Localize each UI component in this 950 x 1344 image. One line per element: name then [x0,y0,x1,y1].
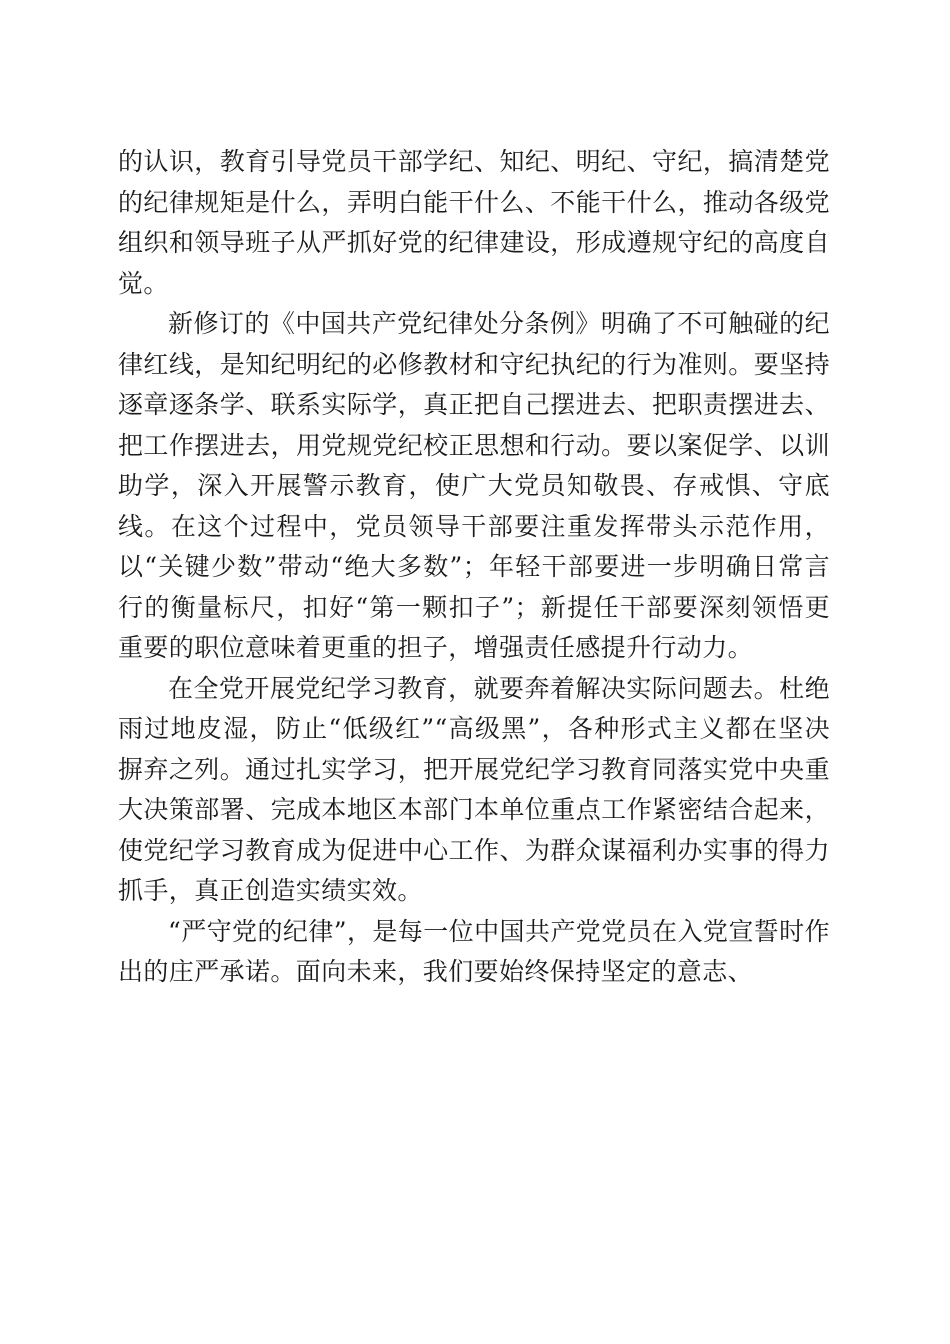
document-body [118,142,830,993]
paragraph-2: 新修订的《中国共产党纪律处分条例》明确了不可触碰的纪律红线，是知纪明纪的必修教材和守纪执纪的行为准则。要坚持逐章逐条学、联系实际学，真正把自己摆进去、把职责摆进去、把工作摆进去，用党规党纪校正思想和行动。要以案促学、以训助学，深入开展警示教育，使广大党员知敬畏、存戒惧、守底线。在这个过程中，党员领导干部要注重发挥带头示范作用，以“关键少数”带动“绝大多数”；年轻干部要进一步明确日常言行的衡量标尺，扣好“第一颗扣子”；新提任干部要深刻领悟更重要的职位意味着更重的担子，增强责任感提升行动力。 [118,309,830,662]
paragraph-1: 的认识，教育引导党员干部学纪、知纪、明纪、守纪，搞清楚党的纪律规矩是什么，弄明白能干什么、不能干什么，推动各级党组织和领导班子从严抓好党的纪律建设，形成遵规守纪的高度自觉。 [118,147,830,298]
paragraph-4: “严守党的纪律”，是每一位中国共产党党员在入党宣誓时作出的庄严承诺。面向未来，我们要始终保持坚定的意志、 [118,916,830,986]
paragraph-3: 在全党开展党纪学习教育，就要奔着解决实际问题去。杜绝雨过地皮湿，防止“低级红”“高级黑”，各种形式主义都在坚决摒弃之列。通过扎实学习，把开展党纪学习教育同落实党中央重大决策部署、完成本地区本部门本单位重点工作紧密结合起来，使党纪学习教育成为促进中心工作、为群众谋福利办实事的得力抓手，真正创造实绩实效。 [118,673,830,905]
